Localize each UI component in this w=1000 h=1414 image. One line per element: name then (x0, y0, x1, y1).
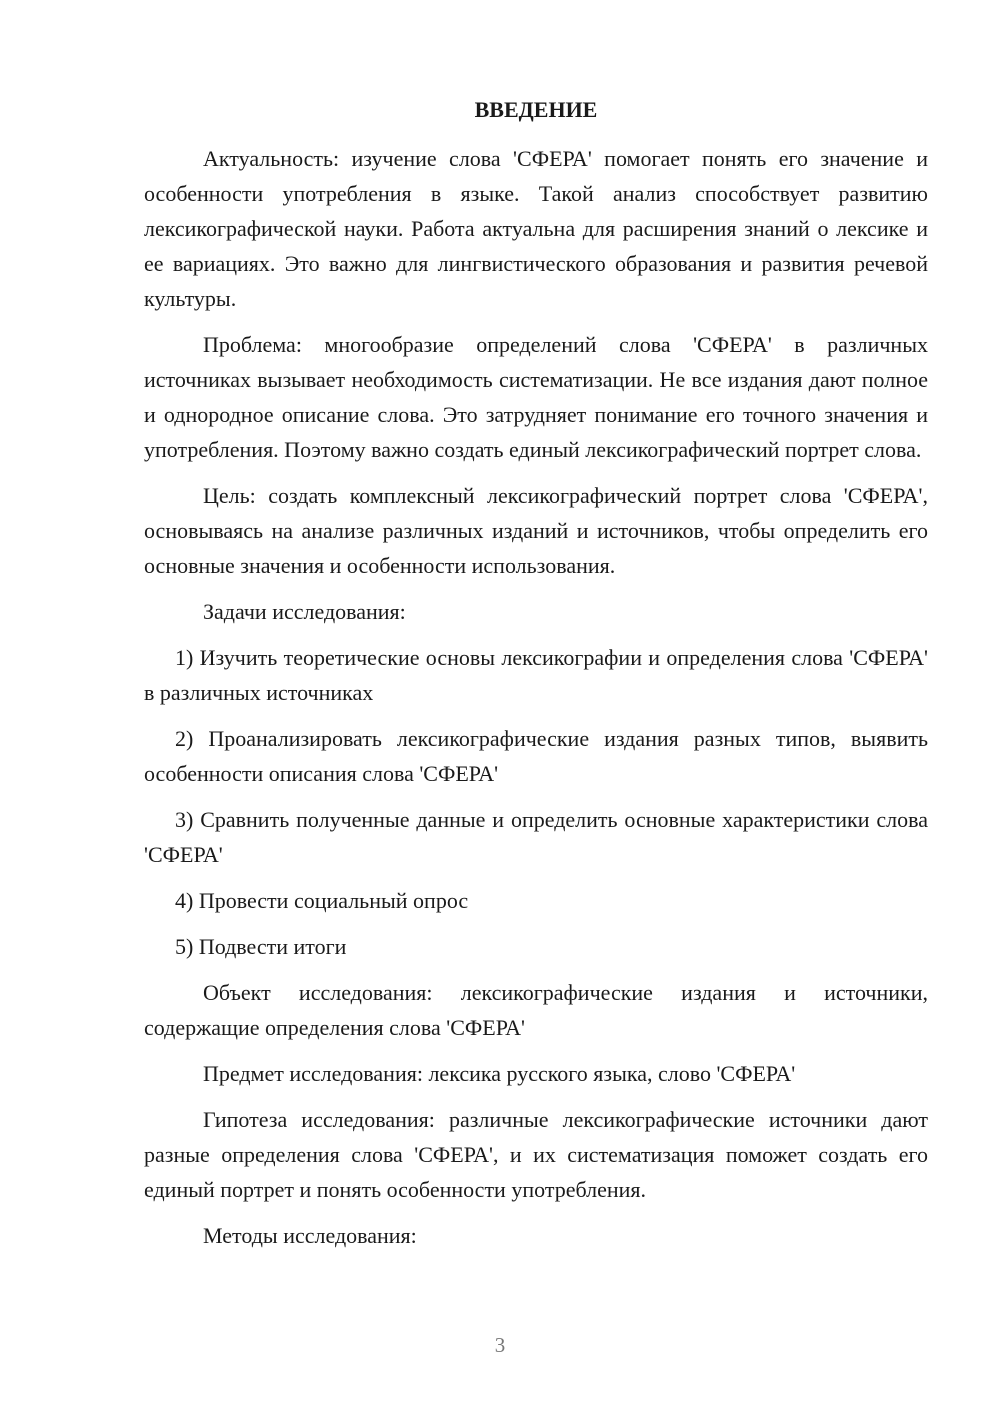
goal-paragraph: Цель: создать комплексный лексикографический портрет слова 'СФЕРА', основываясь на анализе различных изданий и источников, чтобы определить его основные значения и особенности использования. (144, 483, 928, 578)
subject-paragraph: Предмет исследования: лексика русского языка, слово 'СФЕРА' (203, 1061, 796, 1086)
page-content (144, 92, 928, 1264)
page-number: 3 (494, 1333, 506, 1357)
hypothesis-paragraph: Гипотеза исследования: различные лексикографические источники дают разные определения слова 'СФЕРА', и их систематизация поможет создать его единый портрет и понять особенности употребления. (144, 1107, 928, 1202)
relevance-paragraph: Актуальность: изучение слова 'СФЕРА' помогает понять его значение и особенности употребления в языке. Такой анализ способствует развитию лексикографической науки. Работа актуальна для расширения знаний о лексике и ее вариациях. Это важно для лингвистического образования и развития речевой культуры. (144, 146, 928, 311)
problem-paragraph: Проблема: многообразие определений слова 'СФЕРА' в различных источниках вызывает необходимость систематизации. Не все издания дают полное и однородное описание слова. Это затрудняет понимание его точного значения и употребления. Поэтому важно создать единый лексикографический портрет слова. (144, 332, 928, 462)
task-item: 3) Сравнить полученные данные и определить основные характеристики слова 'СФЕРА' (144, 807, 928, 867)
task-item: 2) Проанализировать лексикографические издания разных типов, выявить особенности описания слова 'СФЕРА' (144, 726, 928, 786)
methods-heading: Методы исследования: (203, 1223, 417, 1248)
section-heading: ВВЕДЕНИЕ (474, 97, 598, 122)
tasks-heading: Задачи исследования: (203, 599, 406, 624)
task-item: 1) Изучить теоретические основы лексикографии и определения слова 'СФЕРА' в различных источниках (144, 645, 928, 705)
task-item: 5) Подвести итоги (175, 934, 347, 959)
object-paragraph: Объект исследования: лексикографические издания и источники, содержащие определения слова 'СФЕРА' (144, 980, 928, 1040)
tasks-list (144, 640, 928, 964)
task-item: 4) Провести социальный опрос (175, 888, 469, 913)
